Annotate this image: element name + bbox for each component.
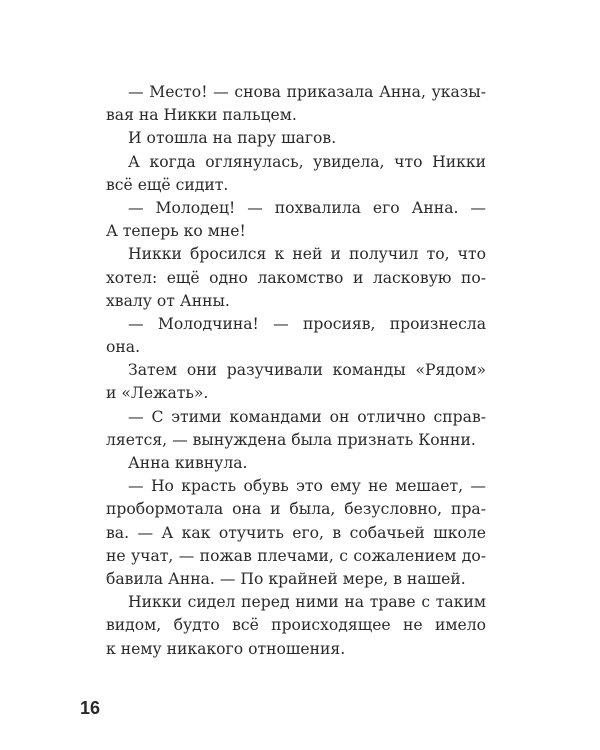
text-line: вая на Никки пальцем. xyxy=(106,106,297,125)
text-line: И отошла на пару шагов. xyxy=(128,129,337,148)
text-line: — Молодчина! — просияв, произнесла xyxy=(128,314,486,333)
text-line: — С этими командами он отлично справ- xyxy=(128,407,486,426)
text-line: хвалу от Анны. xyxy=(106,291,230,310)
text-line: ляется, — вынуждена была признать Конни. xyxy=(106,430,476,449)
text-line: и «Лежать». xyxy=(106,384,209,403)
text-line: не учат, — пожав плечами, с сожалением до- xyxy=(106,546,486,565)
text-line: пробормотала она и была, безусловно, пра- xyxy=(106,500,486,519)
page-number: 16 xyxy=(80,698,101,718)
text-line: Никки сидел перед ними на траве с таким xyxy=(128,593,486,612)
body-text xyxy=(106,81,486,661)
text-line: Затем они разучивали команды «Рядом» xyxy=(128,361,486,380)
text-line: она. xyxy=(106,338,141,357)
text-line: — Но красть обувь это ему не мешает, — xyxy=(128,477,486,496)
text-line: к нему никакого отношения. xyxy=(106,639,346,658)
text-line: всё ещё сидит. xyxy=(106,175,229,194)
text-line: ва. — А как отучить его, в собачьей школе xyxy=(106,523,486,542)
text-line: — Молодец! — похвалила его Анна. — xyxy=(128,198,486,217)
text-line: видом, будто всё происходящее не имело xyxy=(106,616,486,635)
text-line: — Место! — снова приказала Анна, указы- xyxy=(128,83,486,101)
text-line: хотел: ещё одно лакомство и ласковую по- xyxy=(106,268,486,287)
text-line: бавила Анна. — По крайней мере, в нашей. xyxy=(106,569,466,588)
text-line: Никки бросился к ней и получил то, что xyxy=(128,245,486,264)
text-line: А когда оглянулась, увидела, что Никки xyxy=(128,152,486,171)
text-line: Анна кивнула. xyxy=(128,454,248,472)
text-line: А теперь ко мне! xyxy=(106,222,246,241)
